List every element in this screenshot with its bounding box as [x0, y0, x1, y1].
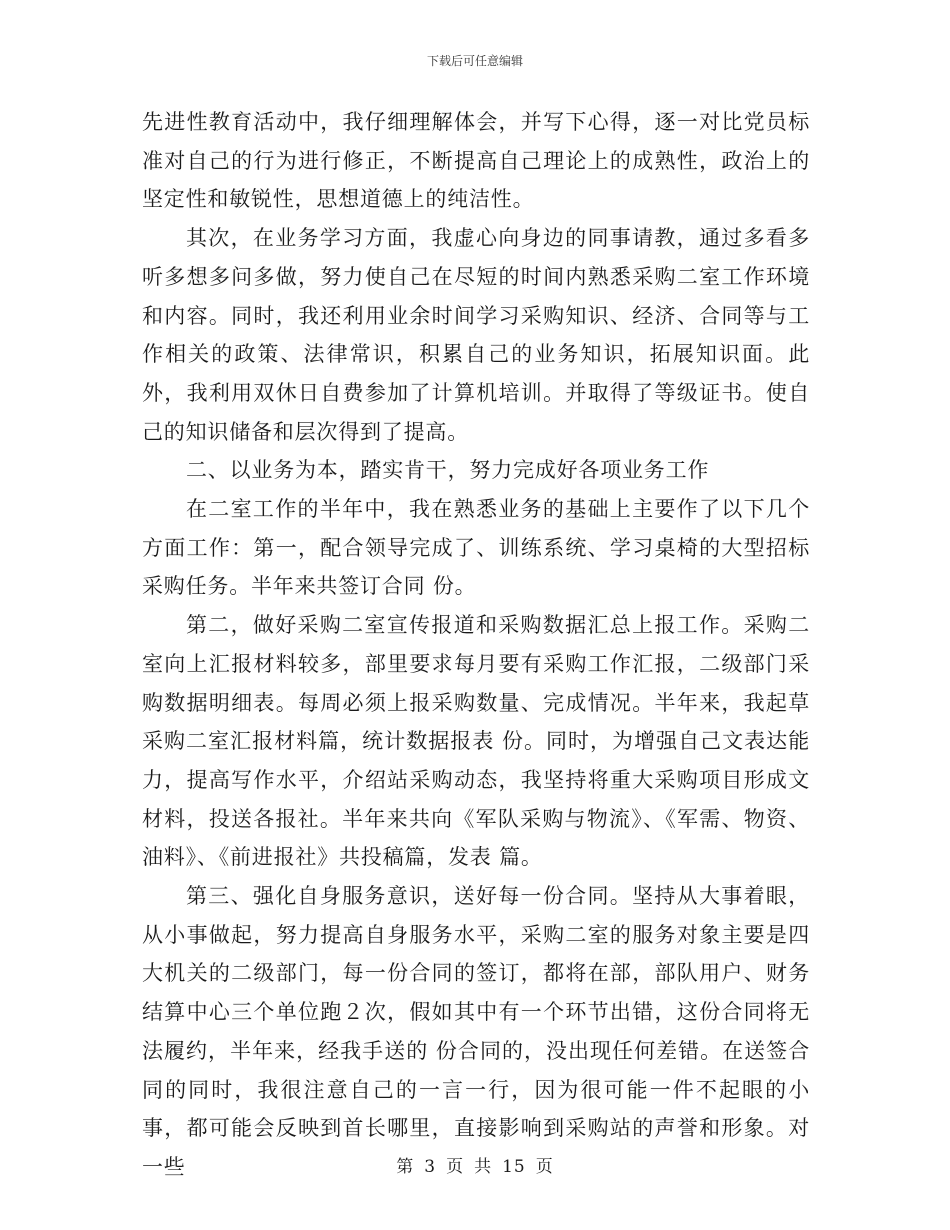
page-footer — [0, 1152, 950, 1177]
paragraph-4: 第二，做好采购二室宣传报道和采购数据汇总上报工作。采购二室向上汇报材料较多，部里要求每月要有采购工作汇报，二级部门采购数据明细表。每周必须上报采购数量、完成情况。半年来，我起草采购二室汇报材料篇，统计数据报表 份。同时，为增强自己文表达能力，提高写作水平，介绍站采购动态，我坚持将重大采购项目形成文材料，投送各报社。半年来共向《军队采购与物流》、《军需、物资、油料》、《前进报社》共投稿篇，发表 篇。 — [142, 613, 810, 870]
footer-suffix: 页 — [535, 1157, 554, 1177]
paragraph-1: 先进性教育活动中，我仔细理解体会，并写下心得，逐一对比党员标准对自己的行为进行修正，不断提高自己理论上的成熟性，政治上的坚定性和敏锐性，思想道德上的纯洁性。 — [142, 110, 810, 212]
page-header: 下载后可任意编辑 — [426, 54, 523, 68]
section-heading: 二、以业务为本，踏实肯干，努力完成好各项业务工作 — [186, 458, 710, 483]
paragraph-3: 在二室工作的半年中，我在熟悉业务的基础上主要作了以下几个方面工作：第一，配合领导完成了、训练系统、学习桌椅的大型招标采购任务。半年来共签订合同 份。 — [142, 497, 810, 599]
paragraph-2: 其次，在业务学习方面，我虚心向身边的同事请教，通过多看多听多想多问多做，努力使自己在尽短的时间内熟悉采购二室工作环境和内容。同时，我还利用业余时间学习采购知识、经济、合同等与工作相关的政策、法律常识，积累自己的业务知识，拓展知识面。此外，我利用双休日自费参加了计算机培训。并取得了等级证书。使自己的知识储备和层次得到了提高。 — [142, 226, 810, 444]
page-number: 3 — [424, 1157, 437, 1177]
footer-middle: 页 — [446, 1157, 465, 1177]
total-pages: 15 — [502, 1157, 526, 1177]
document-body — [142, 103, 810, 1187]
footer-prefix: 第 — [396, 1157, 415, 1177]
paragraph-5: 第三、强化自身服务意识，送好每一份合同。坚持从大事着眼，从小事做起，努力提高自身服务水平，采购二室的服务对象主要是四大机关的二级部门，每一份合同的签订，都将在部，部队用户、财务结算中心三个单位跑２次，假如其中有一个环节出错，这份合同将无法履约，半年来，经我手送的 份合同的，没出现任何差错。在送签合同的同时，我很注意自己的一言一行，因为很可能一件不起眼的小事，都可能会反映到首长哪里，直接影响到采购站的声誉和形象。对一些 — [142, 884, 810, 1179]
footer-total-label: 共 — [474, 1157, 493, 1177]
